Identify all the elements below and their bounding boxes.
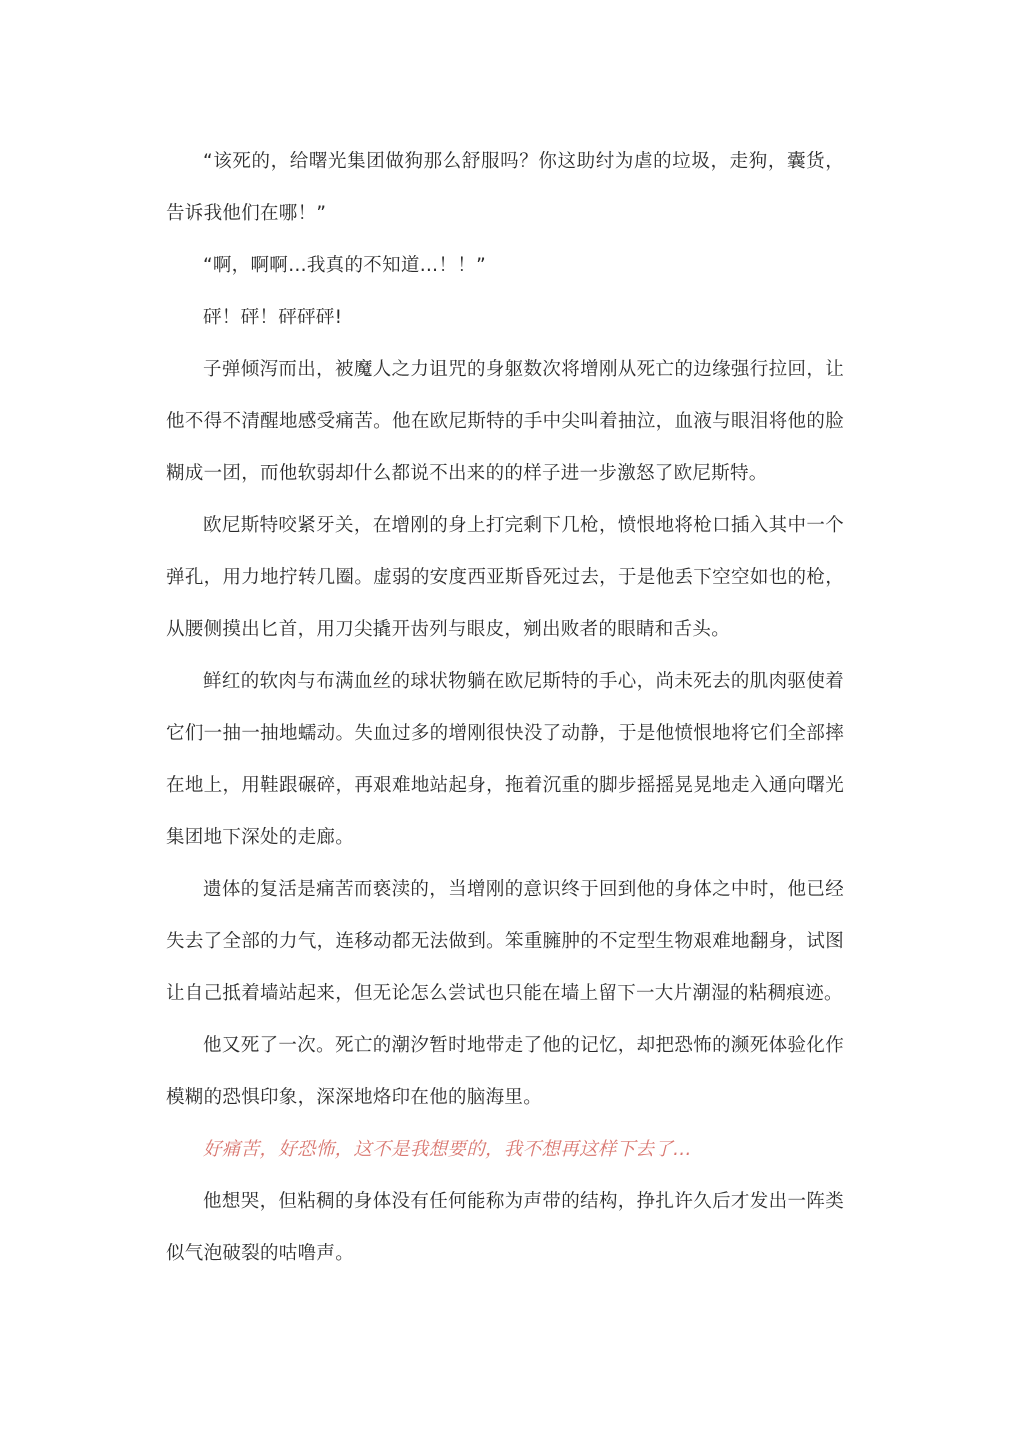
paragraph-4: 子弹倾泻而出，被魔人之力诅咒的身躯数次将增刚从死亡的边缘强行拉回，让他不得不清醒地感受痛苦。他在欧尼斯特的手中尖叫着抽泣，血液与眼泪将他的脸糊成一团，而他软弱却什么都说不出来的的样子进一步激怒了欧尼斯特。 <box>166 359 844 484</box>
paragraph-1: “该死的，给曙光集团做狗那么舒服吗？你这助纣为虐的垃圾，走狗，囊货，告诉我他们在哪！” <box>166 151 844 224</box>
paragraph-8: 他又死了一次。死亡的潮汐暂时地带走了他的记忆，却把恐怖的濒死体验化作模糊的恐惧印象，深深地烙印在他的脑海里。 <box>166 1035 844 1108</box>
paragraph-7: 遗体的复活是痛苦而亵渎的，当增刚的意识终于回到他的身体之中时，他已经失去了全部的力气，连移动都无法做到。笨重臃肿的不定型生物艰难地翻身，试图让自己抵着墙站起来，但无论怎么尝试也只能在墙上留下一大片潮湿的粘稠痕迹。 <box>166 879 844 1004</box>
paragraph-5: 欧尼斯特咬紧牙关，在增刚的身上打完剩下几枪，愤恨地将枪口插入其中一个弹孔，用力地拧转几圈。虚弱的安度西亚斯昏死过去，于是他丢下空空如也的枪，从腰侧摸出匕首，用刀尖撬开齿列与眼皮，剜出败者的眼睛和舌头。 <box>166 515 844 640</box>
paragraph-2: “啊，啊啊…我真的不知道…！！” <box>203 255 486 276</box>
inner-thought-paragraph: 好痛苦，好恐怖，这不是我想要的，我不想再这样下去了… <box>203 1139 692 1160</box>
paragraph-10: 他想哭，但粘稠的身体没有任何能称为声带的结构，挣扎许久后才发出一阵类似气泡破裂的咕噜声。 <box>166 1191 844 1264</box>
document-body <box>166 136 844 1280</box>
paragraph-6: 鲜红的软肉与布满血丝的球状物躺在欧尼斯特的手心，尚未死去的肌肉驱使着它们一抽一抽地蠕动。失血过多的增刚很快没了动静，于是他愤恨地将它们全部摔在地上，用鞋跟碾碎，再艰难地站起身，拖着沉重的脚步摇摇晃晃地走入通向曙光集团地下深处的走廊。 <box>166 671 844 848</box>
paragraph-3: 砰！砰！砰砰砰! <box>203 307 343 328</box>
